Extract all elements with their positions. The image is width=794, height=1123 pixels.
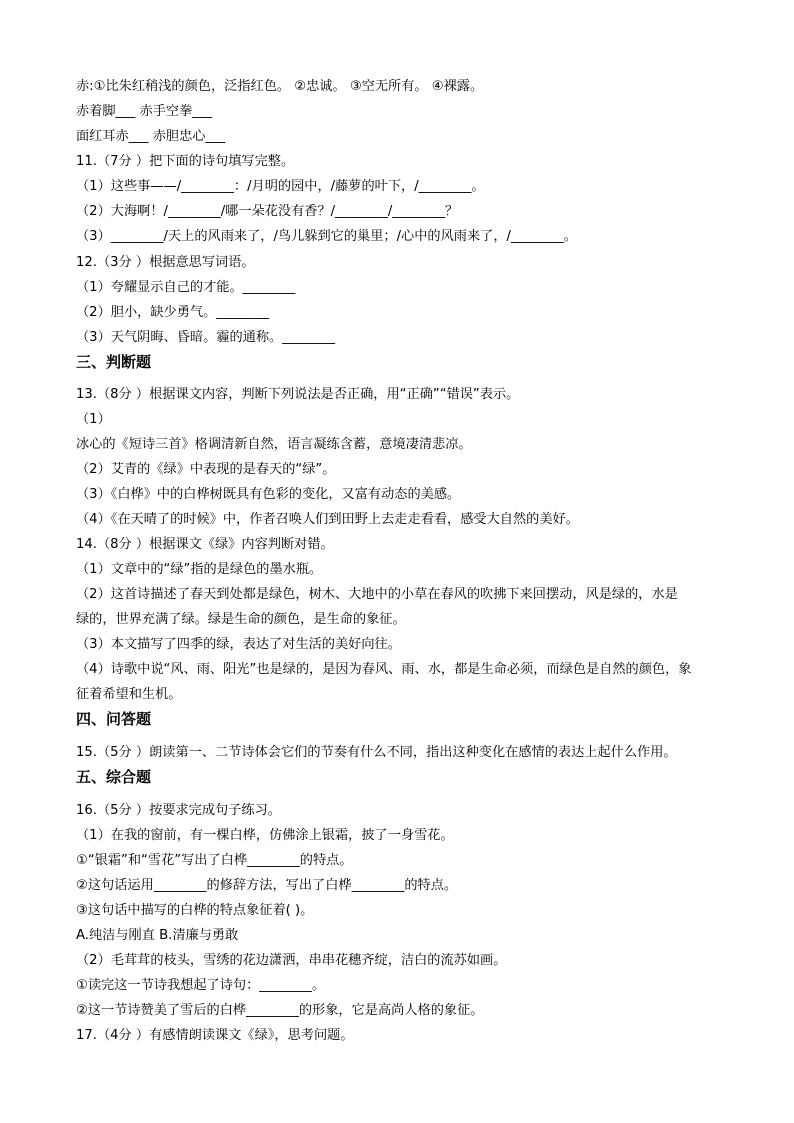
q11-item-2: （2）大海啊！/________/哪一朵花没有香？/________/________？: [76, 204, 459, 219]
q16-part-1-sub-1: ①“银霜”和“雪花”写出了白桦________的特点。: [76, 853, 353, 868]
q13-item-1-text: 冰心的《短诗三首》格调清新自然，语言凝练含蓄，意境凄清悲凉。: [76, 437, 472, 452]
q14-item-2-line-1: （2）这首诗描述了春天到处都是绿色，树木、大地中的小草在春风的吹拂下来回摆动，风是绿的，水是: [76, 587, 678, 602]
q14-item-2-line-2: 绿的，世界充满了绿。绿是生命的颜色，是生命的象征。: [76, 612, 406, 627]
q13-item-4: （4）《在天晴了的时候》中，作者召唤人们到田野上去走走看看，感受大自然的美好。: [76, 512, 579, 527]
q11-item-1: （1）这些事——/________：/月明的园中，/藤萝的叶下，/________。: [76, 179, 485, 194]
q16-part-1-sub-3: ③这句话中描写的白桦的特点象征着( )。: [76, 903, 314, 918]
q13-item-2: （2）艾青的《绿》中表现的是春天的“绿”。: [76, 462, 336, 477]
question-12: 12.（3分 ）根据意思写词语。: [76, 255, 255, 270]
chi-definitions: 赤:①比朱红稍浅的颜色，泛指红色。 ②忠诚。 ③空无所有。 ④裸露。: [76, 79, 484, 94]
question-13: 13.（8分 ）根据课文内容，判断下列说法是否正确，用“正确”“错误”表示。: [76, 387, 520, 402]
section-heading-5: 五、综合题: [76, 768, 152, 786]
q13-item-3: （3）《白桦》中的白桦树既具有色彩的变化，又富有动态的美感。: [76, 487, 461, 502]
chi-words-row-2: 面红耳赤___ 赤胆忠心___: [76, 129, 226, 144]
q16-part-2: （2）毛茸茸的枝头，雪绣的花边潇洒，串串花穗齐绽，洁白的流苏如画。: [76, 953, 507, 968]
question-14: 14.（8分 ）根据课文《绿》内容判断对错。: [76, 537, 334, 552]
section-heading-4: 四、问答题: [76, 710, 152, 728]
question-11: 11.（7分 ）把下面的诗句填写完整。: [76, 154, 295, 169]
q12-item-2: （2）胆小，缺少勇气。________: [76, 305, 270, 320]
q13-item-1-label: （1）: [76, 412, 111, 427]
section-heading-3: 三、判断题: [76, 353, 152, 371]
q12-item-1: （1）夸耀显示自己的才能。________: [76, 280, 296, 295]
q16-part-1: （1）在我的窗前，有一棵白桦，仿佛涂上银霜，披了一身雪花。: [76, 828, 454, 843]
question-17: 17.（4分 ）有感情朗读课文《绿》，思考问题。: [76, 1028, 354, 1043]
q14-item-1: （1）文章中的“绿”指的是绿色的墨水瓶。: [76, 562, 323, 577]
q11-item-3: （3）________/天上的风雨来了，/鸟儿躲到它的巢里；/心中的风雨来了，/________。: [76, 229, 577, 244]
chi-words-row-1: 赤着脚___ 赤手空拳___: [76, 104, 213, 119]
q16-part-2-sub-1: ①读完这一节诗我想起了诗句：________。: [76, 978, 326, 993]
q14-item-3: （3）本文描写了四季的绿，表达了对生活的美好向往。: [76, 637, 401, 652]
q16-options: A.纯洁与刚直 B.清廉与勇敢: [76, 928, 239, 943]
question-15: 15.（5分 ）朗读第一、二节诗体会它们的节奏有什么不同，指出这种变化在感情的表达上起什么作用。: [76, 745, 677, 760]
q14-item-4-line-2: 征着希望和生机。: [76, 687, 182, 702]
q16-part-1-sub-2: ②这句话运用________的修辞方法，写出了白桦________的特点。: [76, 878, 458, 893]
q16-part-2-sub-2: ②这一节诗赞美了雪后的白桦________的形象，它是高尚人格的象征。: [76, 1003, 484, 1018]
question-16: 16.（5分 ）按要求完成句子练习。: [76, 803, 281, 818]
q12-item-3: （3）天气阴晦、昏暗。霾的通称。________: [76, 330, 335, 345]
q14-item-4-line-1: （4）诗歌中说“风、雨、阳光”也是绿的，是因为春风、雨、水，都是生命必须，而绿色是自然的颜色，象: [76, 662, 692, 677]
